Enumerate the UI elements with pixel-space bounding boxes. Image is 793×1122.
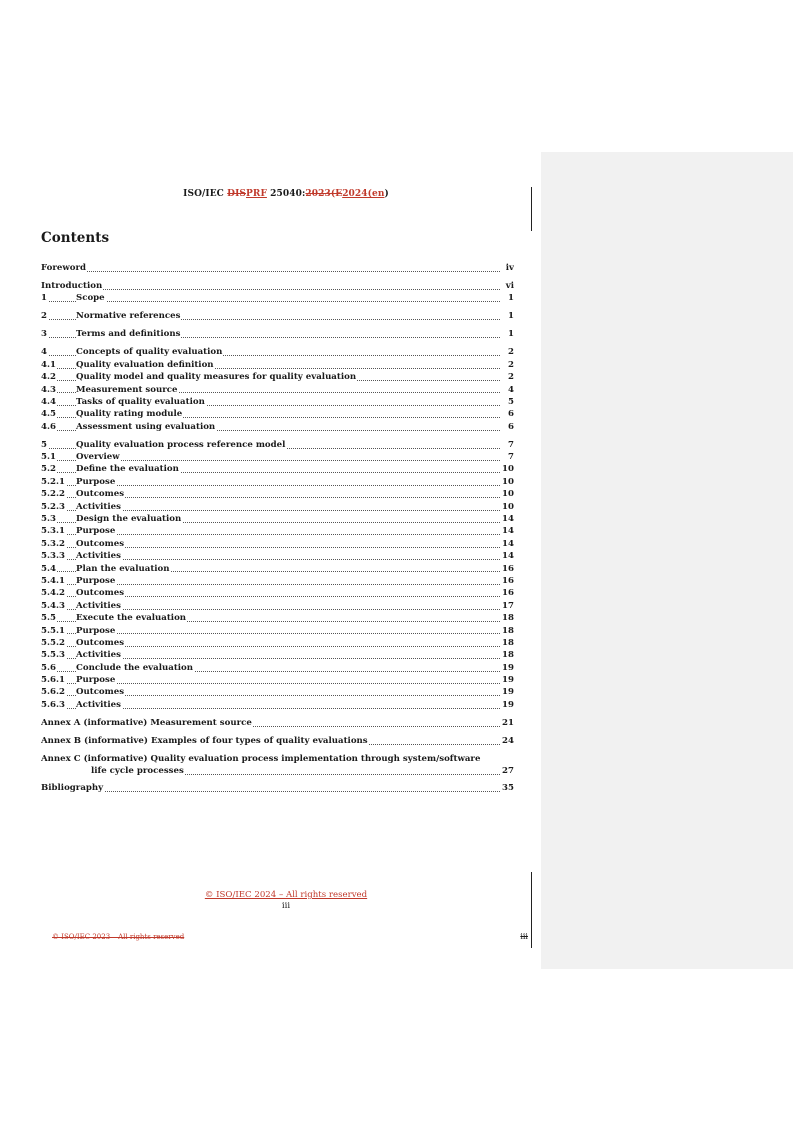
toc-entry[interactable] bbox=[41, 550, 514, 562]
toc-entry-page: 14 bbox=[502, 526, 514, 537]
toc-entry-page: 18 bbox=[502, 625, 514, 636]
toc-entry-title: Activities bbox=[76, 501, 121, 512]
toc-entry-title: Scope bbox=[76, 293, 105, 304]
toc-entry-title: Terms and definitions bbox=[76, 329, 181, 340]
toc-entry-number: 5.6 bbox=[41, 662, 56, 673]
footer-page-old: iii bbox=[520, 932, 528, 941]
toc-entry-title: Outcomes bbox=[76, 538, 125, 549]
toc-entry-number: 5.1 bbox=[41, 452, 56, 463]
toc-entry-number: 5.5.2 bbox=[41, 637, 65, 648]
toc-entry-title: Outcomes bbox=[76, 588, 125, 599]
toc-entry-page: 10 bbox=[502, 501, 514, 512]
toc-entry-page: vi bbox=[505, 280, 514, 291]
toc-entry-title: Activities bbox=[76, 650, 121, 661]
toc-entry-page: 5 bbox=[508, 396, 514, 407]
toc-entry-title: Execute the evaluation bbox=[76, 613, 187, 624]
toc-entry-title: Design the evaluation bbox=[76, 514, 182, 524]
toc-entry-title: Activities bbox=[76, 600, 121, 611]
change-bar-bottom bbox=[531, 872, 532, 948]
toc-entry[interactable] bbox=[41, 439, 514, 451]
header-prefix: ISO/IEC bbox=[183, 189, 228, 199]
toc-entry[interactable] bbox=[41, 463, 514, 475]
toc-entry-page: 14 bbox=[502, 551, 514, 562]
toc-entry[interactable] bbox=[41, 476, 514, 488]
toc-entry[interactable] bbox=[41, 501, 514, 513]
toc-entry-page: 2 bbox=[508, 359, 514, 370]
toc-entry-number: 5.5.3 bbox=[41, 650, 65, 661]
toc-entry-number: 5.5 bbox=[41, 613, 56, 624]
toc-entry-page: 7 bbox=[508, 439, 514, 450]
toc-entry-number: 5.4.2 bbox=[41, 588, 65, 599]
toc-entry-title: Quality evaluation definition bbox=[76, 359, 214, 370]
toc-entry[interactable] bbox=[41, 280, 514, 292]
toc-entry[interactable] bbox=[41, 408, 514, 420]
toc-entry[interactable] bbox=[41, 563, 514, 575]
toc-entry[interactable] bbox=[41, 662, 514, 674]
toc-leader bbox=[41, 271, 500, 272]
toc-entry-number: 5.2.1 bbox=[41, 476, 65, 487]
toc-entry-page: 19 bbox=[502, 675, 514, 686]
toc-entry[interactable] bbox=[41, 753, 514, 777]
toc-entry-number: 4.2 bbox=[41, 372, 56, 383]
toc-entry[interactable] bbox=[41, 699, 514, 711]
toc-entry-page: 18 bbox=[502, 613, 514, 624]
toc-entry-number: 5.5.1 bbox=[41, 625, 65, 636]
toc-entry-page: 7 bbox=[508, 452, 514, 463]
toc-entry-title: Activities bbox=[76, 551, 121, 562]
toc-entry[interactable] bbox=[41, 421, 514, 433]
toc-entry-title: Quality evaluation process reference model bbox=[76, 439, 286, 450]
toc-entry-title: Purpose bbox=[76, 675, 116, 686]
toc-entry-title: Conclude the evaluation bbox=[76, 662, 194, 673]
toc-entry[interactable] bbox=[41, 346, 514, 358]
toc-entry-page: 35 bbox=[502, 783, 514, 794]
toc-entry-page: 21 bbox=[502, 717, 514, 728]
toc-entry-page: 2 bbox=[508, 347, 514, 358]
header-suffix: ) bbox=[384, 189, 389, 199]
toc-entry[interactable] bbox=[41, 587, 514, 599]
toc-entry[interactable] bbox=[41, 262, 514, 274]
toc-entry[interactable] bbox=[41, 625, 514, 637]
toc-entry-number: 4.5 bbox=[41, 409, 56, 420]
toc-entry-page: 10 bbox=[502, 476, 514, 487]
toc-entry-page: 18 bbox=[502, 637, 514, 648]
toc-entry-number: 5.2 bbox=[41, 464, 56, 475]
toc-entry-number: 4 bbox=[41, 347, 47, 358]
toc-entry-number: 5.6.3 bbox=[41, 699, 65, 710]
toc-entry[interactable] bbox=[41, 371, 514, 383]
toc-entry[interactable] bbox=[41, 686, 514, 698]
table-of-contents bbox=[41, 262, 514, 795]
toc-entry-page: 1 bbox=[508, 293, 514, 304]
toc-entry-title: Annex A (informative) Measurement source bbox=[41, 717, 252, 728]
toc-entry-number: 5.6.1 bbox=[41, 675, 65, 686]
toc-entry-page: 14 bbox=[502, 514, 514, 524]
toc-entry-number: 5.3.1 bbox=[41, 526, 65, 537]
toc-entry-title: Outcomes bbox=[76, 687, 125, 698]
document-header bbox=[41, 189, 531, 199]
toc-entry[interactable] bbox=[41, 451, 514, 463]
toc-entry-number: 5.4.1 bbox=[41, 575, 65, 586]
toc-entry[interactable] bbox=[41, 538, 514, 550]
toc-entry-title: Define the evaluation bbox=[76, 464, 179, 475]
toc-entry-title: Annex B (informative) Examples of four types of quality evaluations bbox=[41, 735, 368, 746]
toc-entry-title: Assessment using evaluation bbox=[76, 421, 216, 432]
toc-entry[interactable] bbox=[41, 674, 514, 686]
header-number: 25040: bbox=[266, 189, 306, 199]
toc-entry-title: Activities bbox=[76, 699, 121, 710]
toc-entry[interactable] bbox=[41, 384, 514, 396]
footer-copyright-new: © ISO/IEC 2024 – All rights reserved bbox=[204, 890, 368, 900]
toc-entry-title: Normative references bbox=[76, 311, 181, 322]
toc-entry-page: 19 bbox=[502, 687, 514, 698]
toc-entry-title: Bibliography bbox=[41, 783, 104, 794]
toc-entry-title: Plan the evaluation bbox=[76, 563, 170, 574]
toc-entry-page: 17 bbox=[502, 600, 514, 611]
toc-entry-page: 1 bbox=[508, 311, 514, 322]
toc-entry-page: 6 bbox=[508, 421, 514, 432]
toc-entry[interactable] bbox=[41, 396, 514, 408]
toc-entry[interactable] bbox=[41, 488, 514, 500]
comment-pane bbox=[541, 152, 793, 969]
toc-entry-title: Outcomes bbox=[76, 637, 125, 648]
toc-entry-title: Annex C (informative) Quality evaluation process implementation through system/software bbox=[41, 753, 481, 764]
toc-entry-title: Overview bbox=[76, 452, 120, 463]
toc-entry-title: Quality model and quality measures for quality evaluation bbox=[76, 372, 357, 383]
toc-entry-number: 4.4 bbox=[41, 396, 56, 407]
toc-entry-page: 27 bbox=[502, 765, 514, 776]
toc-entry-title-cont: life cycle processes bbox=[91, 765, 184, 776]
toc-entry-number: 5.4.3 bbox=[41, 600, 65, 611]
toc-entry-number: 5.2.2 bbox=[41, 489, 65, 500]
toc-entry[interactable] bbox=[41, 292, 514, 304]
toc-entry-number: 5.3.3 bbox=[41, 551, 65, 562]
toc-entry-page: 16 bbox=[502, 588, 514, 599]
toc-entry-title: Purpose bbox=[76, 476, 116, 487]
toc-entry[interactable] bbox=[41, 575, 514, 587]
toc-entry[interactable] bbox=[41, 600, 514, 612]
toc-entry-page: 14 bbox=[502, 538, 514, 549]
toc-entry-number: 3 bbox=[41, 329, 47, 340]
toc-entry-number: 5.3 bbox=[41, 514, 56, 524]
toc-entry-page: 19 bbox=[502, 662, 514, 673]
toc-entry[interactable] bbox=[41, 525, 514, 537]
toc-entry-page: 1 bbox=[508, 329, 514, 340]
toc-entry[interactable] bbox=[41, 735, 514, 747]
change-bar-top bbox=[531, 187, 532, 231]
toc-entry-number: 5 bbox=[41, 439, 47, 450]
toc-entry-number: 1 bbox=[41, 293, 47, 304]
toc-entry[interactable] bbox=[41, 359, 514, 371]
toc-entry-number: 5.6.2 bbox=[41, 687, 65, 698]
toc-entry-page: 6 bbox=[508, 409, 514, 420]
toc-entry-number: 4.6 bbox=[41, 421, 56, 432]
toc-entry-page: 16 bbox=[502, 563, 514, 574]
toc-entry[interactable] bbox=[41, 649, 514, 661]
footer-copyright-old: © ISO/IEC 2023 – All rights reserved bbox=[52, 933, 185, 941]
footer-page-new: iii bbox=[281, 901, 291, 911]
toc-entry[interactable] bbox=[41, 328, 514, 340]
toc-entry[interactable] bbox=[41, 782, 514, 794]
toc-entry-title: Purpose bbox=[76, 526, 116, 537]
toc-entry-number: 4.3 bbox=[41, 384, 56, 395]
toc-entry[interactable] bbox=[41, 513, 514, 525]
toc-entry-number: 4.1 bbox=[41, 359, 56, 370]
toc-entry[interactable] bbox=[41, 310, 514, 322]
toc-entry-title: Measurement source bbox=[76, 384, 178, 395]
toc-leader bbox=[41, 791, 500, 792]
toc-entry-page: 2 bbox=[508, 372, 514, 383]
toc-entry[interactable] bbox=[41, 637, 514, 649]
toc-entry-title: Concepts of quality evaluation bbox=[76, 347, 223, 358]
toc-entry-title: Purpose bbox=[76, 575, 116, 586]
toc-leader bbox=[41, 301, 500, 302]
toc-entry-page: 16 bbox=[502, 575, 514, 586]
toc-entry-number: 5.2.3 bbox=[41, 501, 65, 512]
toc-entry-page: 18 bbox=[502, 650, 514, 661]
toc-entry-page: 19 bbox=[502, 699, 514, 710]
toc-entry-title: Outcomes bbox=[76, 489, 125, 500]
toc-entry-number: 2 bbox=[41, 311, 47, 322]
header-deleted-year: 2023(E bbox=[305, 189, 343, 199]
toc-entry-title: Introduction bbox=[41, 280, 103, 291]
header-deleted-stage: DIS bbox=[227, 189, 246, 199]
toc-entry-title: Tasks of quality evaluation bbox=[76, 396, 205, 407]
toc-entry-title: Purpose bbox=[76, 625, 116, 636]
header-inserted-year: 2024(en bbox=[342, 189, 385, 199]
toc-entry[interactable] bbox=[41, 612, 514, 624]
toc-entry[interactable] bbox=[41, 717, 514, 729]
header-inserted-stage: PRF bbox=[246, 189, 267, 199]
toc-entry-number: 5.3.2 bbox=[41, 538, 65, 549]
toc-entry-page: 10 bbox=[502, 489, 514, 500]
toc-leader bbox=[41, 289, 500, 290]
toc-entry-page: 4 bbox=[508, 384, 514, 395]
toc-entry-page: iv bbox=[505, 263, 514, 273]
toc-entry-page: 10 bbox=[502, 464, 514, 475]
toc-entry-number: 5.4 bbox=[41, 563, 56, 574]
toc-entry-title: Quality rating module bbox=[76, 409, 183, 420]
toc-entry-title: Foreword bbox=[41, 263, 87, 273]
footer-new bbox=[41, 890, 531, 912]
contents-title: Contents bbox=[41, 230, 110, 246]
toc-entry-page: 24 bbox=[502, 735, 514, 746]
